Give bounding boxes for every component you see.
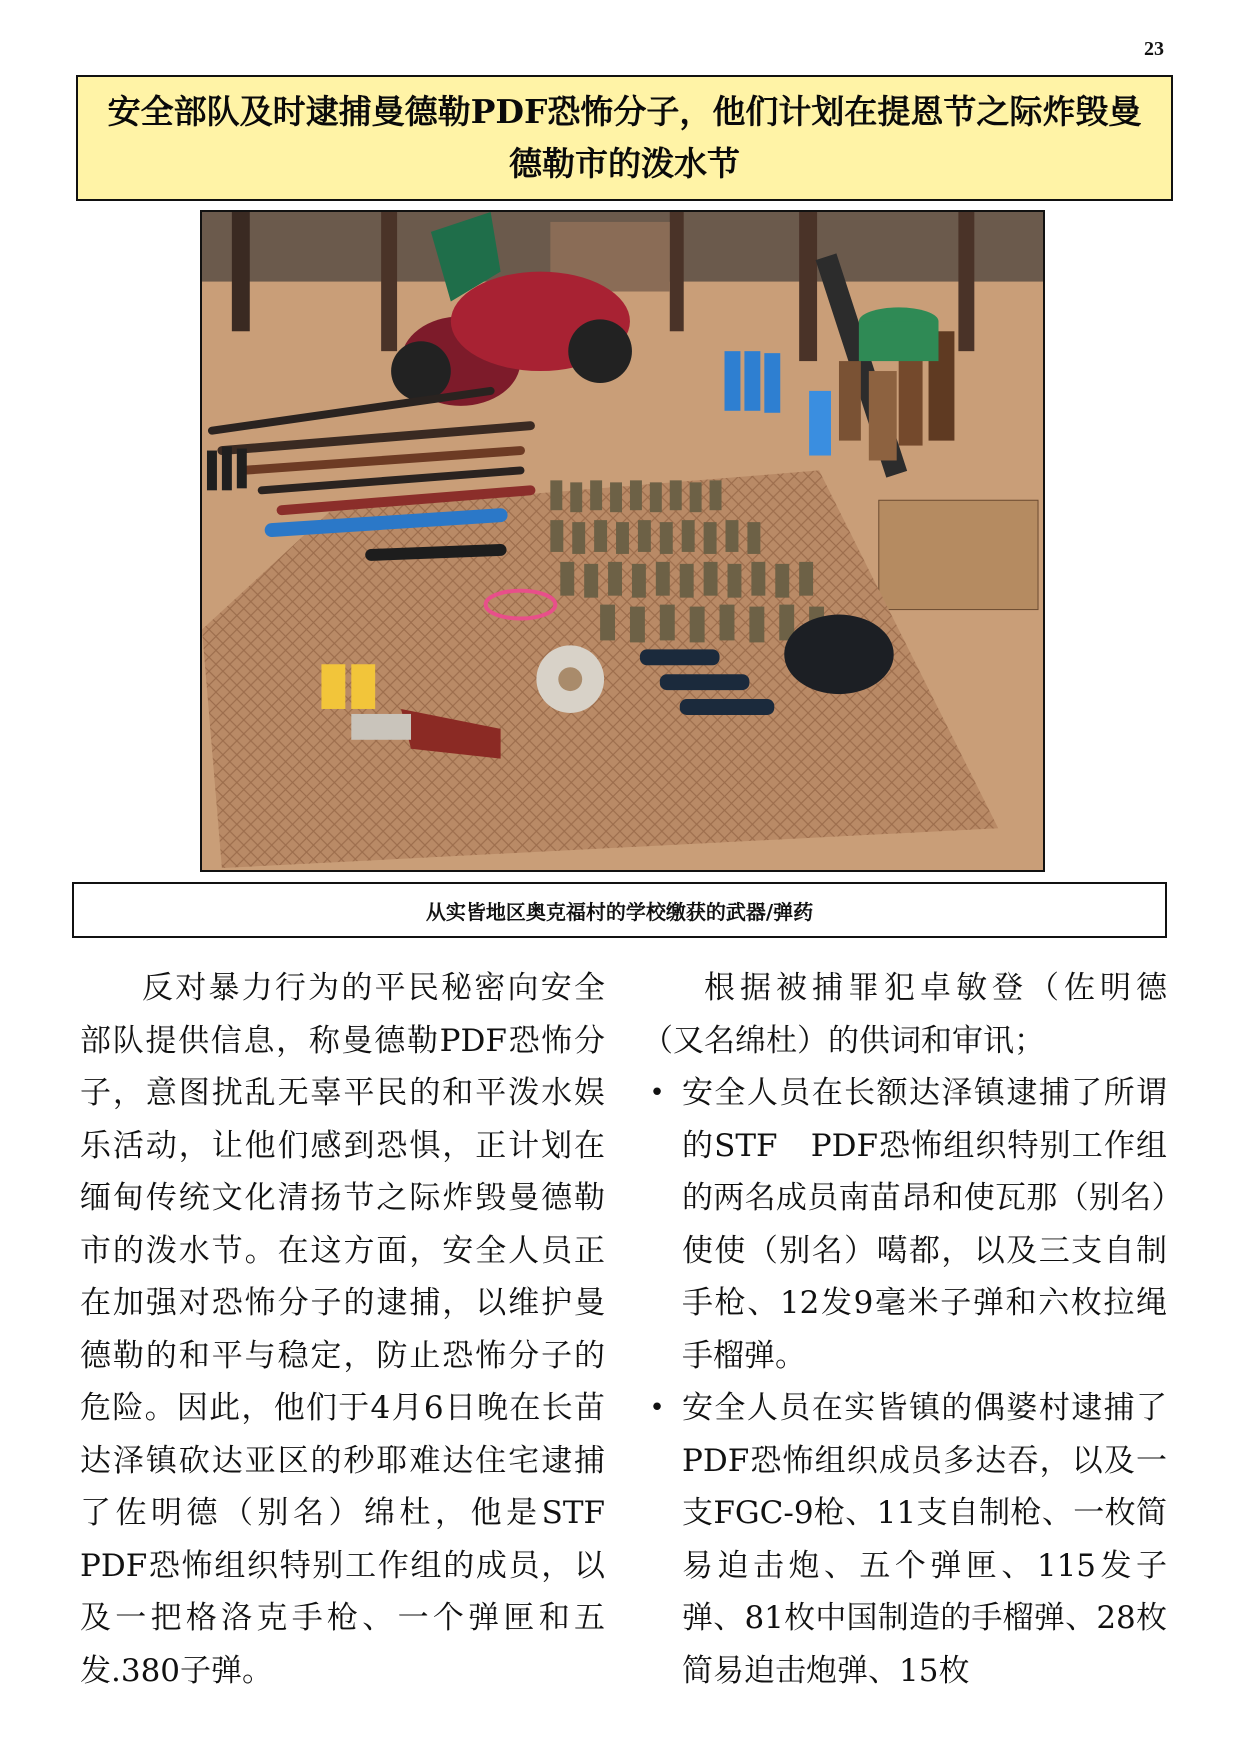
bullet-icon: •: [649, 1393, 665, 1423]
photo-illustration: [202, 212, 1043, 870]
bullet-icon: •: [649, 1078, 665, 1108]
list-item: [642, 1067, 1167, 1382]
article-right-column: [642, 962, 1167, 1697]
headline: 安全部队及时逮捕曼德勒PDF恐怖分子，他们计划在提恩节之际炸毁曼德勒市的泼水节: [107, 92, 1142, 183]
headline-box: [76, 75, 1173, 201]
photo-caption: 从实皆地区奥克福村的学校缴获的武器/弹药: [425, 899, 814, 924]
right-intro: 根据被捕罪犯卓敏登（佐明德（又名绵杜）的供词和审讯；: [642, 970, 1167, 1059]
list-item: [642, 1382, 1167, 1697]
seized-weapons-photo: [200, 210, 1045, 872]
list-item-text: 安全人员在实皆镇的偶婆村逮捕了PDF恐怖组织成员多达吞，以及一支FGC-9枪、11支自制枪、一枚简易迫击炮、五个弹匣、115发子弹、81枚中国制造的手榴弹、28枚简易迫击炮弹、15枚: [682, 1390, 1167, 1689]
list-item-text: 安全人员在长额达泽镇逮捕了所谓的STF PDF恐怖组织特别工作组的两名成员南苗昂和使瓦那（别名）使使（别名）噶都，以及三支自制手枪、12发9毫米子弹和六枚拉绳手榴弹。: [682, 1075, 1167, 1374]
photo-caption-box: [72, 882, 1167, 938]
article-left-column: [80, 962, 605, 1697]
left-paragraph: 反对暴力行为的平民秘密向安全部队提供信息，称曼德勒PDF恐怖分子，意图扰乱无辜平民的和平泼水娱乐活动，让他们感到恐惧，正计划在缅甸传统文化清扬节之际炸毁曼德勒市的泼水节。在这方面，安全人员正在加强对恐怖分子的逮捕，以维护曼德勒的和平与稳定，防止恐怖分子的危险。因此，他们于4月6日晚在长苗达泽镇砍达亚区的秒耶难达住宅逮捕了佐明德（别名）绵杜，他是STF PDF恐怖组织特别工作组的成员，以及一把格洛克手枪、一个弹匣和五发.380子弹。: [80, 970, 605, 1689]
arrest-list: [642, 1067, 1167, 1697]
page-number: 23: [1144, 38, 1164, 60]
